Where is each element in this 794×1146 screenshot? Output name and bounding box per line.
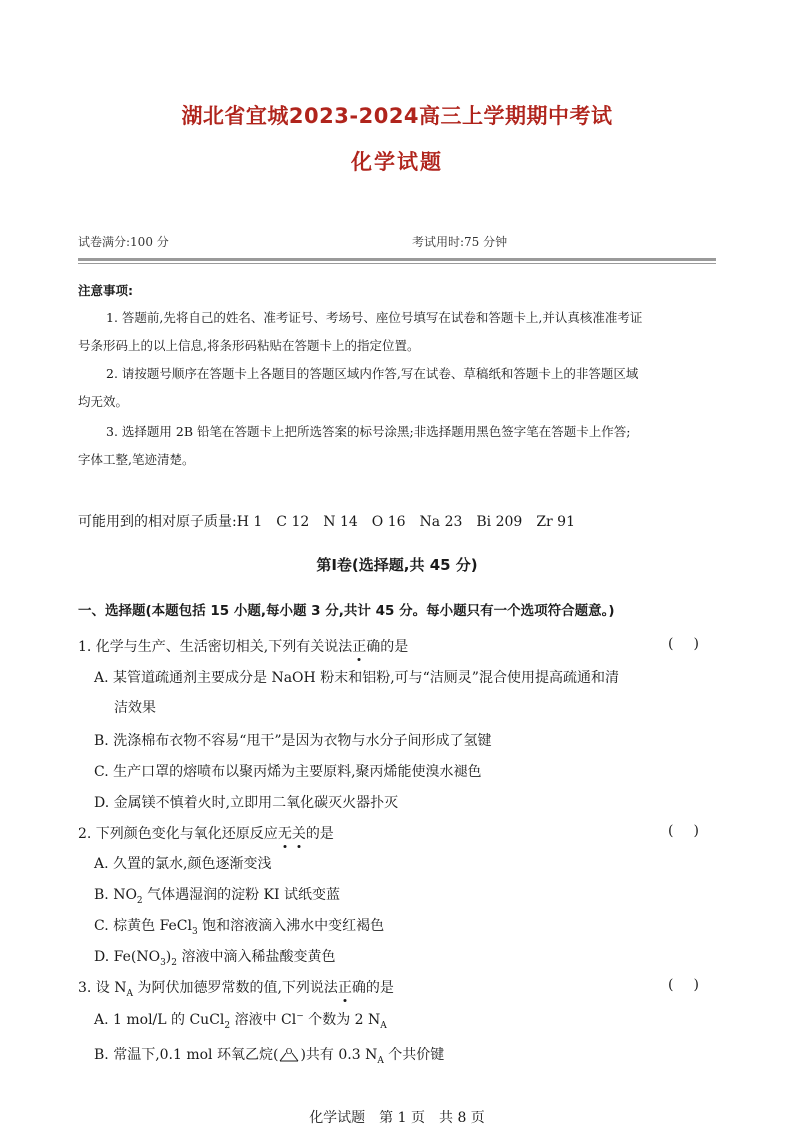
- answer-bracket-1: (): [668, 636, 719, 652]
- exam-subtitle: 化学试题: [351, 150, 443, 174]
- question-1-option-a-cont: 洁效果: [114, 700, 156, 716]
- notice-heading: 注意事项:: [78, 283, 133, 298]
- svg-text:O: O: [286, 1047, 293, 1056]
- header-divider-thick: [78, 258, 716, 261]
- answer-bracket-2: (): [668, 823, 719, 839]
- epoxide-ring-icon: [278, 1046, 300, 1062]
- notice-item-1-line-1: 1. 答题前,先将自己的姓名、准考证号、考场号、座位号填写在试卷和答题卡上,并认真核准准考证: [106, 310, 643, 325]
- header-divider-thin: [78, 263, 716, 264]
- question-2-option-b: B. $NO_2$ 气体遇湿润的淀粉 KI 试纸变蓝: [94, 887, 340, 906]
- question-1-option-c: C. 生产口罩的熔喷布以聚丙烯为主要原料,聚丙烯能使溴水褪色: [94, 764, 482, 780]
- question-1-option-d: D. 金属镁不慎着火时,立即用二氧化碳灭火器扑灭: [94, 795, 399, 811]
- question-2-option-a: A. 久置的氯水,颜色逐渐变浅: [94, 856, 272, 872]
- question-1-option-a: A. 某管道疏通剂主要成分是 NaOH 粉末和铝粉,可与“洁厕灵”混合使用提高疏通和清: [94, 670, 619, 686]
- notice-item-2-line-2: 均无效。: [78, 394, 129, 409]
- relative-atomic-masses: 可能用到的相对原子质量:H 1 C 12 N 14 O 16 Na 23 Bi 209 Zr 91: [78, 514, 575, 530]
- exam-duration: 考试用时:75 分钟: [412, 235, 508, 249]
- question-3-stem: 3. 设 $N_A$ 为阿伏加德罗常数的值,下列说法正确的是: [78, 980, 394, 999]
- emphasis-dot-text: 正: [352, 639, 367, 655]
- exam-title: 湖北省宜城2023-2024高三上学期期中考试: [181, 104, 613, 128]
- page-footer: 化学试题 第 1 页 共 8 页: [309, 1110, 485, 1126]
- full-score: 试卷满分:100 分: [78, 235, 169, 249]
- question-3-option-b: B. 常温下,0.1 mol 环氧乙烷( O )共有 0.3 $N_A$ 个共价键: [94, 1047, 445, 1066]
- part-1-title: 第Ⅰ卷(选择题,共 45 分): [316, 556, 478, 574]
- answer-bracket-3: (): [668, 977, 719, 993]
- section-1-heading: 一、选择题(本题包括 15 小题,每小题 3 分,共计 45 分。每小题只有一个选项符合题意。): [78, 603, 615, 619]
- question-3-option-a: A. 1 mol/L 的 CuCl$_2$ 溶液中 Cl− 个数为 2 $N_A$: [94, 1011, 387, 1031]
- question-1-option-b: B. 洗涤棉布衣物不容易“甩干”是因为衣物与水分子间形成了氢键: [94, 733, 492, 749]
- notice-item-2-line-1: 2. 请按题号顺序在答题卡上各题目的答题区域内作答,写在试卷、草稿纸和答题卡上的非答题区域: [106, 366, 639, 381]
- notice-item-3-line-2: 字体工整,笔迹清楚。: [78, 452, 195, 467]
- question-2-stem: 2. 下列颜色变化与氧化还原反应无关的是: [78, 826, 334, 842]
- question-2-option-c: C. 棕黄色 FeCl$_3$ 饱和溶液滴入沸水中变红褐色: [94, 918, 385, 937]
- question-1-stem: 1. 化学与生产、生活密切相关,下列有关说法正确的是: [78, 639, 409, 655]
- notice-item-3-line-1: 3. 选择题用 2B 铅笔在答题卡上把所选答案的标号涂黑;非选择题用黑色签字笔在答题卡上作答;: [106, 424, 631, 439]
- notice-item-1-line-2: 号条形码上的以上信息,将条形码粘贴在答题卡上的指定位置。: [78, 338, 420, 353]
- question-2-option-d: D. $Fe(NO_3)_2$ 溶液中滴入稀盐酸变黄色: [94, 949, 336, 968]
